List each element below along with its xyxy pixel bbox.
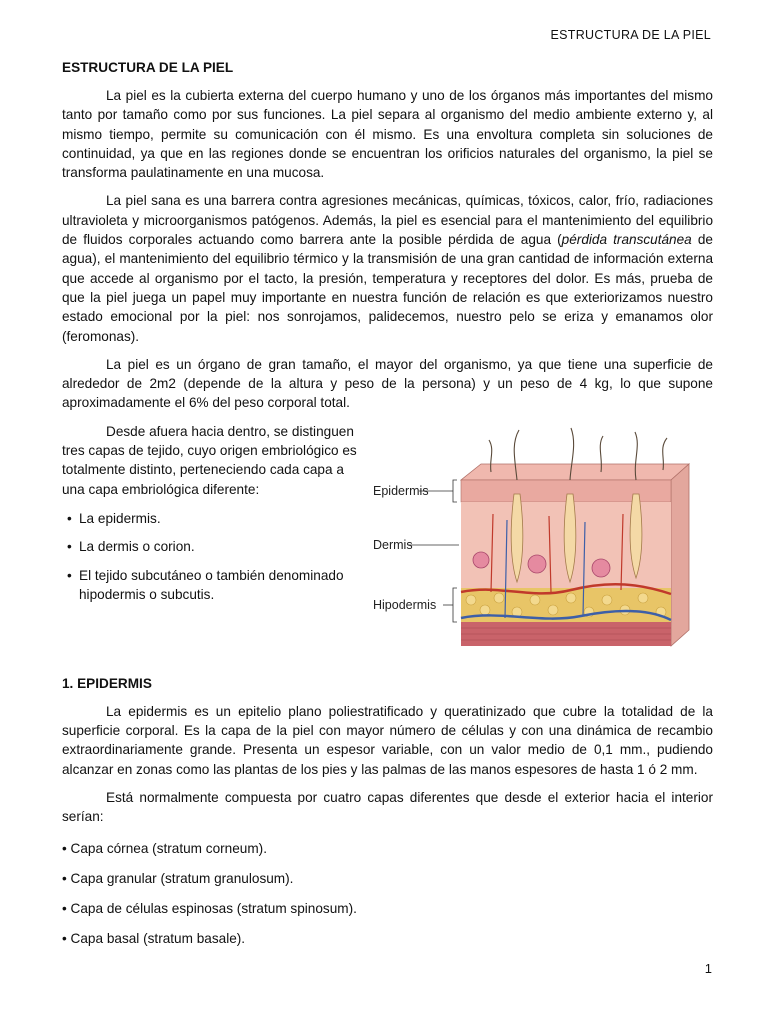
bullet: • [62, 931, 67, 947]
list-item-text: La dermis o corion. [79, 539, 195, 555]
paragraph-epidermis: La epidermis es un epitelio plano poliestratificado y queratinizado que cubre la totalidad de la superficie corporal. Es la capa de la piel con mayor número de células y con una dinámica de recambio extraordinariamente grande. Presenta un espesor variable, con un valor medio de 0,1 mm., pudiendo alcanzar en zonas como las plantas de los pies y las palmas de las manos espesores de hasta 1 ó 2 mm. [62, 703, 713, 777]
paragraph-intro: La piel es la cubierta externa del cuerpo humano y uno de los órganos más importantes del mismo tanto por tamaño como por sus funciones. La piel separa al organismo del medio ambiente externo y, al mismo tiempo, permite su comunicación con él mismo. Es una envoltura completa sin soluciones de continuidad, ya que en las regiones donde se encuentran los orificios naturales del organismo, la piel se transforma paulatinamente en una mucosa. [62, 88, 713, 181]
list-item-text: Capa basal (stratum basale). [70, 931, 246, 947]
running-header: ESTRUCTURA DE LA PIEL [550, 28, 711, 42]
list-item [62, 899, 713, 918]
paragraph-text: La piel sana es una barrera contra agresiones mecánicas, químicas, tóxicos, calor, frío, radiaciones ultravioleta y microorganismos patógenos. Además, la piel es esencial para el mantenimiento del equilibrio de fluidos corporales actuando como barrera ante la posible pérdida de agua ( [62, 193, 713, 248]
list-item-text: El tejido subcutáneo o también denominado hipodermis o subcutis. [79, 567, 344, 602]
skin-side-face [671, 464, 689, 646]
layers-block [62, 422, 713, 654]
list-item [62, 929, 713, 948]
paragraph-text: de agua), el mantenimiento del equilibrio térmico y la transmisión de una gran cantidad de información externa que accede al organismo por el tacto, la presión, temperatura y receptores del dolor. Es más, prueba de que la piel juega un papel muy importante en nuestra función de relación es que exteriorizamos nuestro estado emocional por la piel: nos sonrojamos, palidecemos, nuestro pelo se eriza y emanamos olor (feromonas). [62, 232, 713, 344]
paragraph-strata-intro: Está normalmente compuesta por cuatro capas diferentes que desde el exterior hacia el interior serían: [62, 789, 713, 825]
label-epidermis: Epidermis [373, 483, 429, 498]
label-dermis: Dermis [373, 537, 413, 552]
list-item-text: Capa de células espinosas (stratum spinosum). [70, 901, 357, 917]
bullet: • [62, 870, 67, 886]
page-number: 1 [704, 960, 712, 976]
section-title-epidermis: 1. EPIDERMIS [62, 675, 152, 691]
bullet: • [62, 840, 67, 856]
italic-term: pérdida transcutánea [561, 232, 692, 248]
bullet: • [67, 510, 72, 526]
list-item [62, 509, 363, 528]
list-item-text: La epidermis. [79, 510, 161, 526]
list-item-text: Capa córnea (stratum corneum). [70, 840, 267, 856]
bullet: • [67, 567, 72, 583]
list-item [62, 869, 713, 888]
label-hypodermis: Hipodermis [373, 597, 437, 612]
strata-list [62, 839, 713, 949]
paragraph-barrier [62, 191, 713, 345]
list-item [62, 566, 363, 605]
layers-intro: Desde afuera hacia dentro, se distinguen tres capas de tejido, cuyo origen embriológico es totalmente distinto, perteneciendo cada capa a una capa embriológica diferente: [62, 423, 357, 497]
layers-list [62, 509, 363, 604]
bullet: • [67, 539, 72, 555]
list-item [62, 839, 713, 858]
bullet: • [62, 901, 67, 917]
layers-text-column [62, 422, 363, 613]
list-item [62, 537, 363, 556]
document-body [62, 58, 713, 960]
skin-cross-section-figure [371, 424, 711, 654]
section-title: ESTRUCTURA DE LA PIEL [62, 60, 234, 75]
skin-illustration [371, 424, 711, 654]
paragraph-size: La piel es un órgano de gran tamaño, el mayor del organismo, ya que tiene una superficie de alrededor de 2m2 (depende de la altura y peso de la persona) y un peso de 4 kg, lo que supone aproximadamente el 6% del peso corporal total. [62, 356, 713, 411]
skin-top-face [461, 464, 689, 480]
list-item-text: Capa granular (stratum granulosum). [70, 870, 294, 886]
